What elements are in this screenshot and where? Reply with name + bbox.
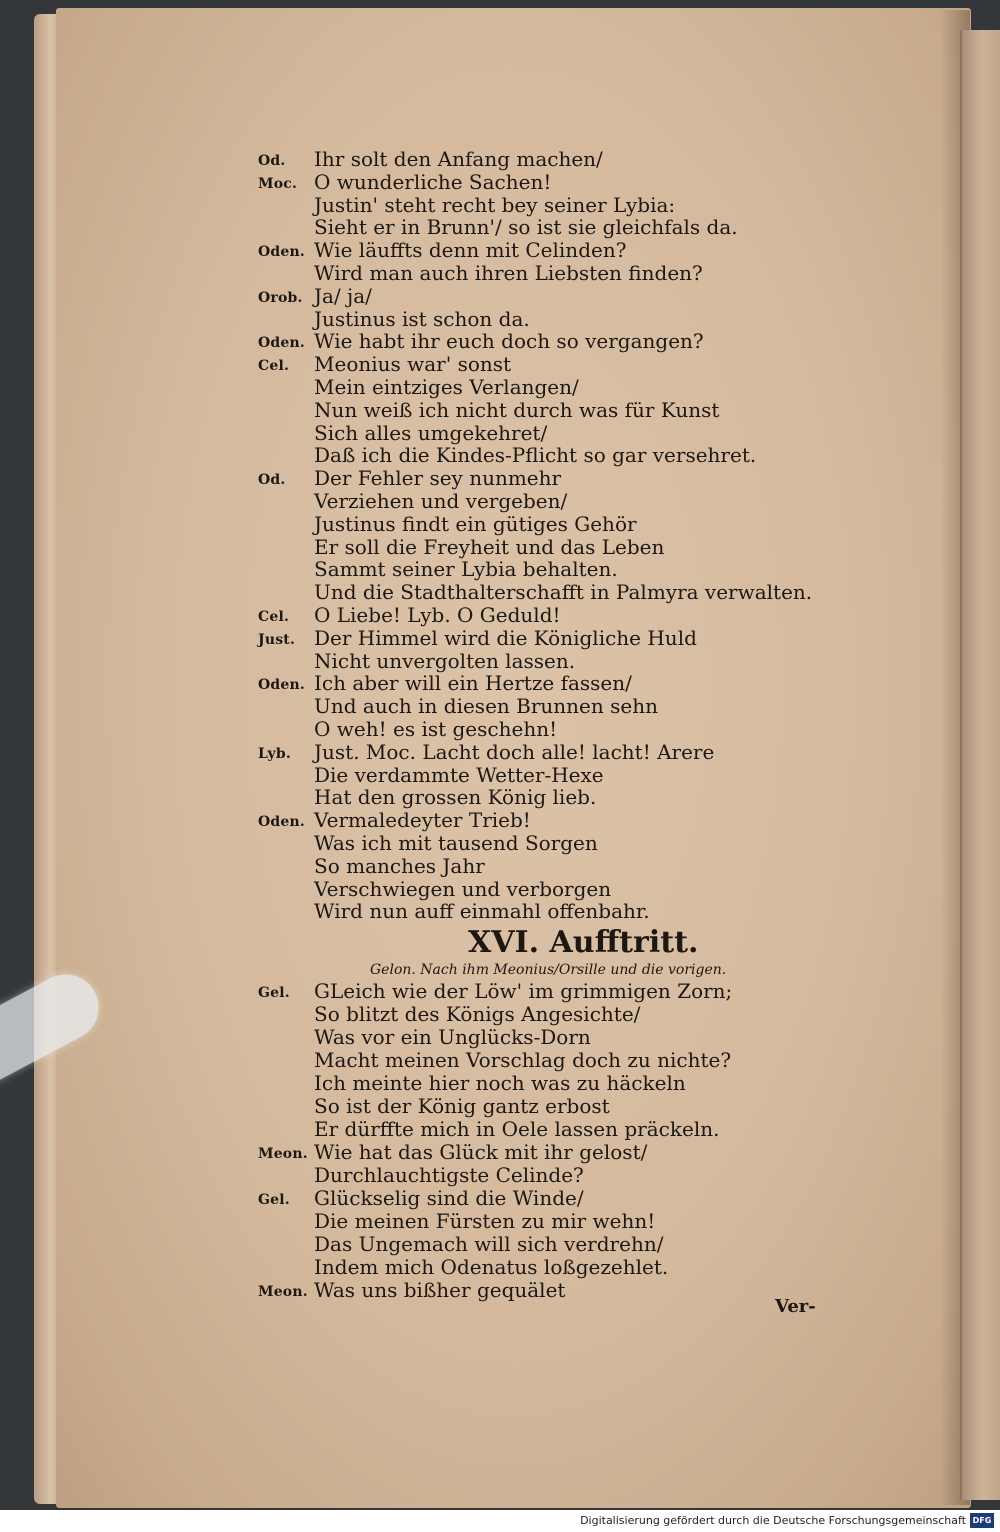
verse-line [0,330,1000,353]
verse-line [0,1072,1000,1095]
verse-line [0,216,1000,239]
verse-line [0,376,1000,399]
verse-line [0,604,1000,627]
verse-line [0,399,1000,422]
verse-line [0,627,1000,650]
verse-text: Der Himmel wird die Königliche Huld [314,625,697,650]
verse-line [0,148,1000,171]
verse-text: Was ich mit tausend Sorgen [314,831,598,855]
verse-text: O Liebe! Lyb. O Geduld! [314,603,561,627]
verse-text: So blitzt des Königs Angesichte/ [314,1002,641,1026]
verse-text: Sich alles umgekehret/ [314,420,548,445]
verse-text: Der Fehler sey nunmehr [314,466,562,491]
verse-text: Und auch in diesen Brunnen sehn [314,694,658,719]
verse-text: Wird nun auff einmahl offenbahr. [314,899,650,924]
verse-line [0,558,1000,581]
speaker-label: Oden. [258,335,305,352]
verse-text: So ist der König gantz erbost [314,1094,610,1118]
verse-text: O wunderliche Sachen! [314,169,552,194]
verse-line [0,1187,1000,1210]
verse-line [0,1049,1000,1072]
verse-line [0,308,1000,331]
verse-line [0,353,1000,376]
speaker-label: Od. [258,472,286,489]
stage-direction: Gelon. Nach ihm Meonius/Orsille und die vorigen. [370,962,727,978]
speaker-label: Cel. [258,609,290,625]
verse-text: Vermaledeyter Trieb! [314,808,531,833]
verse-text: Sieht er in Brunn'/ so ist sie gleichfals da. [314,215,738,240]
verse-text: Er dürffte mich in Oele lassen präckeln. [314,1117,720,1141]
verse-line [0,1141,1000,1164]
verse-line [0,490,1000,513]
verse-text: Ihr solt den Anfang machen/ [314,147,603,171]
verse-text: Just. Moc. Lacht doch alle! lacht! Arere [314,739,715,764]
verse-text: Das Ungemach will sich verdrehn/ [314,1232,664,1256]
verse-line [0,1256,1000,1279]
verse-line [0,672,1000,695]
verse-line [0,900,1000,923]
verse-line [0,855,1000,878]
speaker-label: Od. [258,153,286,169]
verse-text: Justinus findt ein gütiges Gehör [314,511,637,536]
verse-text: Wie läuffts denn mit Celinden? [314,238,627,263]
speaker-label: Gel. [258,1192,290,1208]
speaker-label: Cel. [258,358,290,375]
verse-text: Er soll die Freyheit und das Leben [314,534,665,559]
verse-text: Indem mich Odenatus loßgezehlet. [314,1255,669,1279]
verse-line [0,467,1000,490]
verse-line [0,650,1000,673]
verse-line [0,1118,1000,1141]
speaker-label: Just. [258,631,296,648]
verse-text: Nun weiß ich nicht durch was für Kunst [314,397,720,422]
verse-text: Durchlauchtigste Celinde? [314,1163,584,1187]
verse-text: Wie habt ihr euch doch so vergangen? [314,329,704,354]
verse-line [0,1233,1000,1256]
verse-text: Was uns bißher gequälet [314,1278,566,1302]
verse-line [0,171,1000,194]
verse-text: Was vor ein Unglücks-Dorn [314,1025,591,1049]
verse-text: Daß ich die Kindes-Pflicht so gar versehret. [314,443,757,468]
dfg-logo: DFG [970,1513,994,1528]
verse-text: Verziehen und vergeben/ [314,489,568,513]
verse-text: Und die Stadthalterschafft in Palmyra verwalten. [314,580,813,605]
verse-text: Meonius war' sonst [314,352,512,377]
verse-text: Nicht unvergolten lassen. [314,648,576,673]
speaker-label: Oden. [258,814,305,831]
verse-text: O weh! es ist geschehn! [314,717,558,741]
verse-text: Ich meinte hier noch was zu häckeln [314,1071,686,1095]
verse-text: Die verdammte Wetter-Hexe [314,762,604,787]
verse-line [0,695,1000,718]
verse-line [0,1210,1000,1233]
verse-text: GLeich wie der Löw' im grimmigen Zorn; [314,979,733,1003]
verse-text: Hat den grossen König lieb. [314,785,597,810]
verse-line [0,1279,1000,1302]
verse-text: Mein eintziges Verlangen/ [314,375,579,399]
scene-heading-row [0,925,1000,961]
verse-line [0,581,1000,604]
verse-line [0,786,1000,809]
speaker-label: Meon. [258,1284,308,1300]
verse-text: Justin' steht recht bey seiner Lybia: [314,192,676,217]
verse-line [0,832,1000,855]
catchword: Ver- [775,1296,816,1317]
speaker-label: Meon. [258,1146,308,1162]
speaker-label: Lyb. [258,745,291,762]
verse-line [0,262,1000,285]
verse-line [0,1003,1000,1026]
verse-line [0,1164,1000,1187]
verse-text: Die meinen Fürsten zu mir wehn! [314,1209,656,1233]
speaker-label: Gel. [258,985,290,1001]
verse-text: Wie hat das Glück mit ihr gelost/ [314,1140,648,1164]
verse-line [0,285,1000,308]
verse-line [0,536,1000,559]
verse-line [0,718,1000,741]
verse-text: Ich aber will ein Hertze fassen/ [314,671,632,696]
verse-text: Justinus ist schon da. [314,306,530,331]
speaker-label: Orob. [258,289,303,306]
footer-bar [0,1510,1000,1532]
verse-text: So manches Jahr [314,853,485,878]
verse-text: Glückselig sind die Winde/ [314,1186,584,1210]
speaker-label: Moc. [258,175,298,192]
verse-text: Ja/ ja/ [314,283,372,308]
verse-line [0,194,1000,217]
scene-heading: XVI. Aufftritt. [468,925,699,960]
verse-text: Verschwiegen und verborgen [314,876,612,901]
verse-line [0,239,1000,262]
speaker-label: Oden. [258,677,305,694]
verse-line [0,422,1000,445]
verse-line [0,764,1000,787]
verse-line [0,980,1000,1003]
verse-line [0,444,1000,467]
verse-text: Macht meinen Vorschlag doch zu nichte? [314,1048,732,1072]
verse-line [0,741,1000,764]
verse-line [0,878,1000,901]
verse-text: Sammt seiner Lybia behalten. [314,557,618,582]
verse-line [0,513,1000,536]
verse-line [0,1095,1000,1118]
footer-credit: Digitalisierung gefördert durch die Deutsche Forschungsgemeinschaft [580,1514,966,1527]
verse-line [0,1026,1000,1049]
speaker-label: Oden. [258,244,305,261]
verse-line [0,809,1000,832]
verse-text: Wird man auch ihren Liebsten finden? [314,261,703,285]
